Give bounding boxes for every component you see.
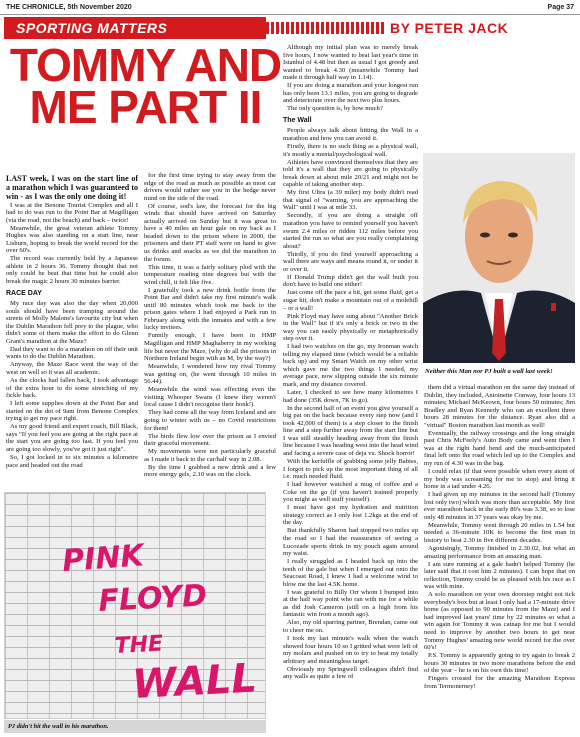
- article-paragraph: Also, my old sparring partner, Brendan, came out to cheer me on.: [283, 619, 418, 635]
- article-paragraph: As the clocks had fallen back, I took advantage of the extra hour to do some stretching of my fickle back.: [6, 377, 138, 400]
- article-paragraph: I was grateful to Billy Orr whom I bumped into at the half way point who ran with me for a while as did Josh Cameron (still on a high from his fantastic win from a month ago).: [283, 588, 418, 619]
- article-paragraph: They had come all the way from Iceland and are going to winter with us – no Covid restrictions for them!: [144, 409, 276, 432]
- article-column-2: [144, 172, 276, 490]
- article-paragraph: So, I got locked in to six minutes a kilometre pace and headed out the road: [6, 454, 138, 469]
- section-subheading: RACE DAY: [6, 289, 42, 297]
- article-paragraph: I really struggled as I headed back up into the teeth of the gale but when I emerged out onto the Seacoast Road, I knew I had a welcome wind to blow me the last 4.5K home.: [283, 558, 418, 588]
- article-paragraph: Obviously my Springwell colleagues didn't find any walls as quite a few of: [283, 665, 418, 681]
- article-paragraph: I am sure running at a gale hadn't helped Tommy (he later said that it cost him 2 minutes). I can hope that on reflection, Tommy could be as pleased with his race as I was with mine.: [424, 560, 575, 591]
- author-byline: BY PETER JACK: [390, 20, 509, 36]
- article-paragraph: In the second half of an event you give yourself a big pat on the back because every step now (and I took 42,000 of them) is a step closer to the finish line and a step further away from the start line but I was still steadily heading away from the finish line because I was heading west into the head wind and facing a severe case of deja vu. Shock horror!: [283, 404, 418, 457]
- article-headline: TOMMY AND ME PART II: [9, 39, 282, 133]
- wall-text-the: THE: [114, 631, 164, 659]
- article-paragraph: As my good friend and expert coach, Bill Black, says "If you feel you are going at the right pace at the start you are going too fast. If you feel you are going too slowly, you've got it just right".: [6, 423, 138, 453]
- article-paragraph: With the kerfuffle of grabbing some jelly Babies, I forgot to pick up the most important thing of all i.e. much needed fluid.: [283, 457, 418, 481]
- article-paragraph: Fingers crossed for the amazing Marathon Express from Termonerney!: [424, 675, 575, 690]
- article-paragraph: My first Ultra (a 39 miler) my body didn't read that signal of "warning, you are approaching the Wall" until I was at mile 33.: [283, 189, 418, 212]
- article-paragraph: I took my last minute's walk when the watch showed four hours 10 so I gritted what were left of my molars and pushed on to try to beat my totally arbitrary and meaningless target.: [283, 635, 418, 665]
- article-paragraph: I had given up my minutes in the second half (Tommy lost only two) which was more than acceptable. My first ever marathon back in the early 80's was 3.38, so to lose only 48 minutes in 37 years was okay by me.: [424, 491, 575, 521]
- article-paragraph: Pink Floyd may have sung about "Another Brick in the Wall" but if it's only a brick or two in the way you can easily physically or metaphorically step over it.: [283, 312, 418, 343]
- article-paragraph: I gratefully took a new drink bottle from the Point Bar and didn't take my first minute's walk until 80 minutes which took me back to the prison gates where I had enjoyed a Park run in February along with the inmates and with a few lucky invitees.: [144, 286, 276, 332]
- article-paragraph: If you are doing a marathon and your longest run has only been 13.1 miles, you are going to degrade and deteriorate over the next two plus hours.: [283, 82, 418, 105]
- article-paragraph: Meanwhile, Tommy went through 20 miles in 1.54 but needed a 36-minute 10K to become the first man in history to beat 2.30 in five different decades.: [424, 521, 575, 544]
- article-paragraph: Eventually, the railway crossings and the long straight past Chris McFeely's Auto Body came and went then I was at the right hand bend and the much-anticipated final left onto the road which led up to the Complex and my run of 4.30 was in the bag.: [424, 429, 575, 467]
- article-paragraph: Thirdly, if you do find yourself approaching a wall there are ways and means round it, or under it or over it.: [283, 250, 418, 273]
- article-paragraph: The record was currently held by a Japanese athlete in 2 hours 36. Tommy thought that not only could he beat that time but he could also break the magic 2 hours 30 minutes barrier.: [6, 255, 138, 285]
- article-paragraph: The only question is, by how much?: [287, 105, 383, 113]
- banner-stripes: [266, 22, 386, 34]
- article-paragraph: My movements were not particularly graceful as I made it back to the car/half way in 2.08.: [144, 448, 276, 463]
- section-title: SPORTING MATTERS: [16, 20, 168, 36]
- article-paragraph: This time, it was a fairly solitary plod with the temperature reading nine degrees but with the wind chill, it felt like five.: [144, 263, 276, 286]
- article-paragraph: I had two watches on the go, my Ironman watch telling my elapsed time (which would be a reliable back up) and my Smart Watch on my other wrist which gave me the two things I needed, my average pace, now slipping outside the six minute mark, and my distance covered.: [283, 343, 418, 389]
- article-paragraph: Later, I checked to see how many kilometres I had done (35K down, 7K to go).: [283, 389, 418, 404]
- publication-name: THE CHRONICLE, 5th November 2020: [6, 4, 132, 11]
- article-paragraph: Funnily enough, I have been in HMP Magilligan and HMP Maghaberry in my working life but never the Maze, (why do all the prisons in Northern Ireland begin with an M, by the way?): [144, 332, 276, 363]
- wall-image-caption: PJ didn't hit the wall in his marathon.: [4, 720, 266, 733]
- page-number: Page 37: [547, 4, 574, 11]
- article-paragraph: Meanwhile, I wondered how my rival Tommy was getting on, (he went through 10 miles in 56.44).: [144, 363, 276, 386]
- article-paragraph: The birds flew low over the prison as I envied their graceful movement.: [144, 432, 276, 448]
- article-paragraph: But thankfully Sharon had stopped two miles up the road so I had the reassurance of seeing a Lucozade sports drink in my pouch again around my waist.: [283, 527, 418, 558]
- wall-text-pink: PINK: [61, 538, 145, 579]
- article-paragraph: By the time I grabbed a new drink and a few more energy gels, 2.10 was on the clock.: [144, 463, 276, 479]
- wall-text-wall: WALL: [131, 655, 258, 708]
- article-paragraph: for the first time trying to stay away from the edge of the road as much as possible as most car drivers would rather see you in the hedge never mind on the side of the road.: [144, 172, 276, 202]
- article-paragraph: Firstly, there is no such thing as a physical wall, it's mostly a mental/psychological wall.: [283, 143, 418, 158]
- article-paragraph: I must have got my hydration and nutrition strategy correct as I only lost 1.2kgs at the end of the day.: [283, 504, 418, 527]
- wall-text-floyd: FLOYD: [97, 578, 208, 619]
- article-paragraph: Agonisingly, Tommy finished in 2.30.02, but what an amazing performance from an amazing man.: [424, 544, 575, 560]
- section-subheading: The Wall: [283, 116, 312, 124]
- wall-graffiti: [5, 493, 266, 719]
- article-paragraph: LAST week, I was on the start line of a marathon which I was guaranteed to win - as I was the only one doing it!: [6, 174, 138, 201]
- article-column-1: [6, 174, 138, 490]
- trump-portrait-icon: [423, 153, 575, 363]
- pink-floyd-wall-image: [4, 492, 266, 719]
- article-paragraph: Secondly, if you are doing a straight off marathon you have to remind yourself you haven't swum 2.4 miles or ridden 112 miles before you started the run so what are you really complaining about?: [283, 212, 418, 250]
- trump-photo: [423, 153, 575, 363]
- article-paragraph: Athletes have convinced themselves that they are told it's a wall that they are going to physically break down at about mile 20/21 and might not be capable of taking another step.: [283, 158, 418, 189]
- article-paragraph: P.S. Tommy is apparently going to try again to break 2 hours 30 minutes in two more marathons before the end of the year – he is on his own this time!: [424, 652, 575, 675]
- page-header: [0, 0, 580, 15]
- article-paragraph: Meanwhile, the great veteran athlete Tommy Hughes was also standing on a start line, near Lisburn, hoping to break the world record for the over 60's.: [6, 224, 138, 255]
- article-paragraph: If Donald Trump didn't get the wall built you don't have to build one either!: [283, 273, 418, 289]
- article-paragraph: I left some supplies down at the Point Bar and started on the dot of 9am from Benone Complex trying to get my pace right.: [6, 400, 138, 423]
- section-banner: [4, 17, 576, 39]
- article-paragraph: I was at the Benone Tourist Complex and all I had to do was run to the Point Bar at Magilligan (via the road, not the beach) and back – twice!: [6, 201, 138, 224]
- section-label-box: [4, 17, 266, 39]
- article-paragraph: Of course, sod's law, the forecast for the big winds that should have arrived on Saturday actually arrived on Sunday but it was great to have a 40 miles an hour gale on my back as I headed down to the prison where in 2000, the prisoners and their PT staff were on hand to give us drinks and snacks as we did the marathon in the forum.: [144, 202, 276, 263]
- article-paragraph: Just come off the pace a bit, get some fluid, get a sugar hit, don't make a mountain out of a molehill – or a wall!: [283, 289, 418, 312]
- article-paragraph: A solo marathon on your own doorstep might not tick everybody's box but at least I only had a 17-minute drive home (as opposed to 90 minutes from the Maze) and I had improved last years' time by 22 minutes so what a win again for Tommy it was catnap for me but I would need to improve by another two hours to get near Tommy Hughes' amazing new world record for the over 60's!: [424, 591, 575, 652]
- photo-caption: Neither this Man nor PJ built a wall last week!: [425, 368, 553, 375]
- article-paragraph: Anyway, the Maze Race went the way of the west on well so it was all academic.: [6, 361, 138, 376]
- article-column-3: [283, 44, 418, 734]
- article-paragraph: Dad they want to do a marathon on off their unit wants to do the Dublin Marathon.: [6, 345, 138, 361]
- article-paragraph: them did a virtual marathon on the same day instead of Dublin, they included, Antoinette Conway, four hours 13 minutes; Michael McKeown, four hours 50 minutes; Jim Bradley and Ryan Kennedy who ran an excellent three hours 28 minutes for the distance. Ryan also did a "virtual" Boston marathon last month as well!: [424, 384, 575, 429]
- article-paragraph: My race day was also the day when 20,000 souls should have been tramping around the streets of Molly Malone's favourite city but when the Dublin Marathon fell prey to the plague, who didn't some of them make the effort to do Glenn Grant's marathon at the Maze?: [6, 300, 138, 345]
- article-paragraph: Although my initial plan was to merely break five hours, I now wanted to beat last year's time in Istanbul of 4.48 but then as usual I got greedy and wanted to break 4.30 (meanwhile Tommy had made it through half way in 1.14).: [283, 44, 418, 82]
- article-paragraph: People always talk about hitting the Wall in a marathon and how you can avoid it.: [283, 127, 418, 143]
- article-paragraph: I could relax (if that were possible when every atom of my body was screaming for me to stop) and bring it home in a tad under 4.26.: [424, 468, 575, 491]
- article-column-4: [424, 384, 575, 734]
- article-paragraph: Meanwhile the wind was effecting even the visiting Whooper Swans (I knew they weren't local cause I didn't recognise their honk!).: [144, 386, 276, 409]
- article-paragraph: I had however watched a mug of coffee and a Coke on the go (if you haven't trained properly you might as well stuff yourself).: [283, 481, 418, 504]
